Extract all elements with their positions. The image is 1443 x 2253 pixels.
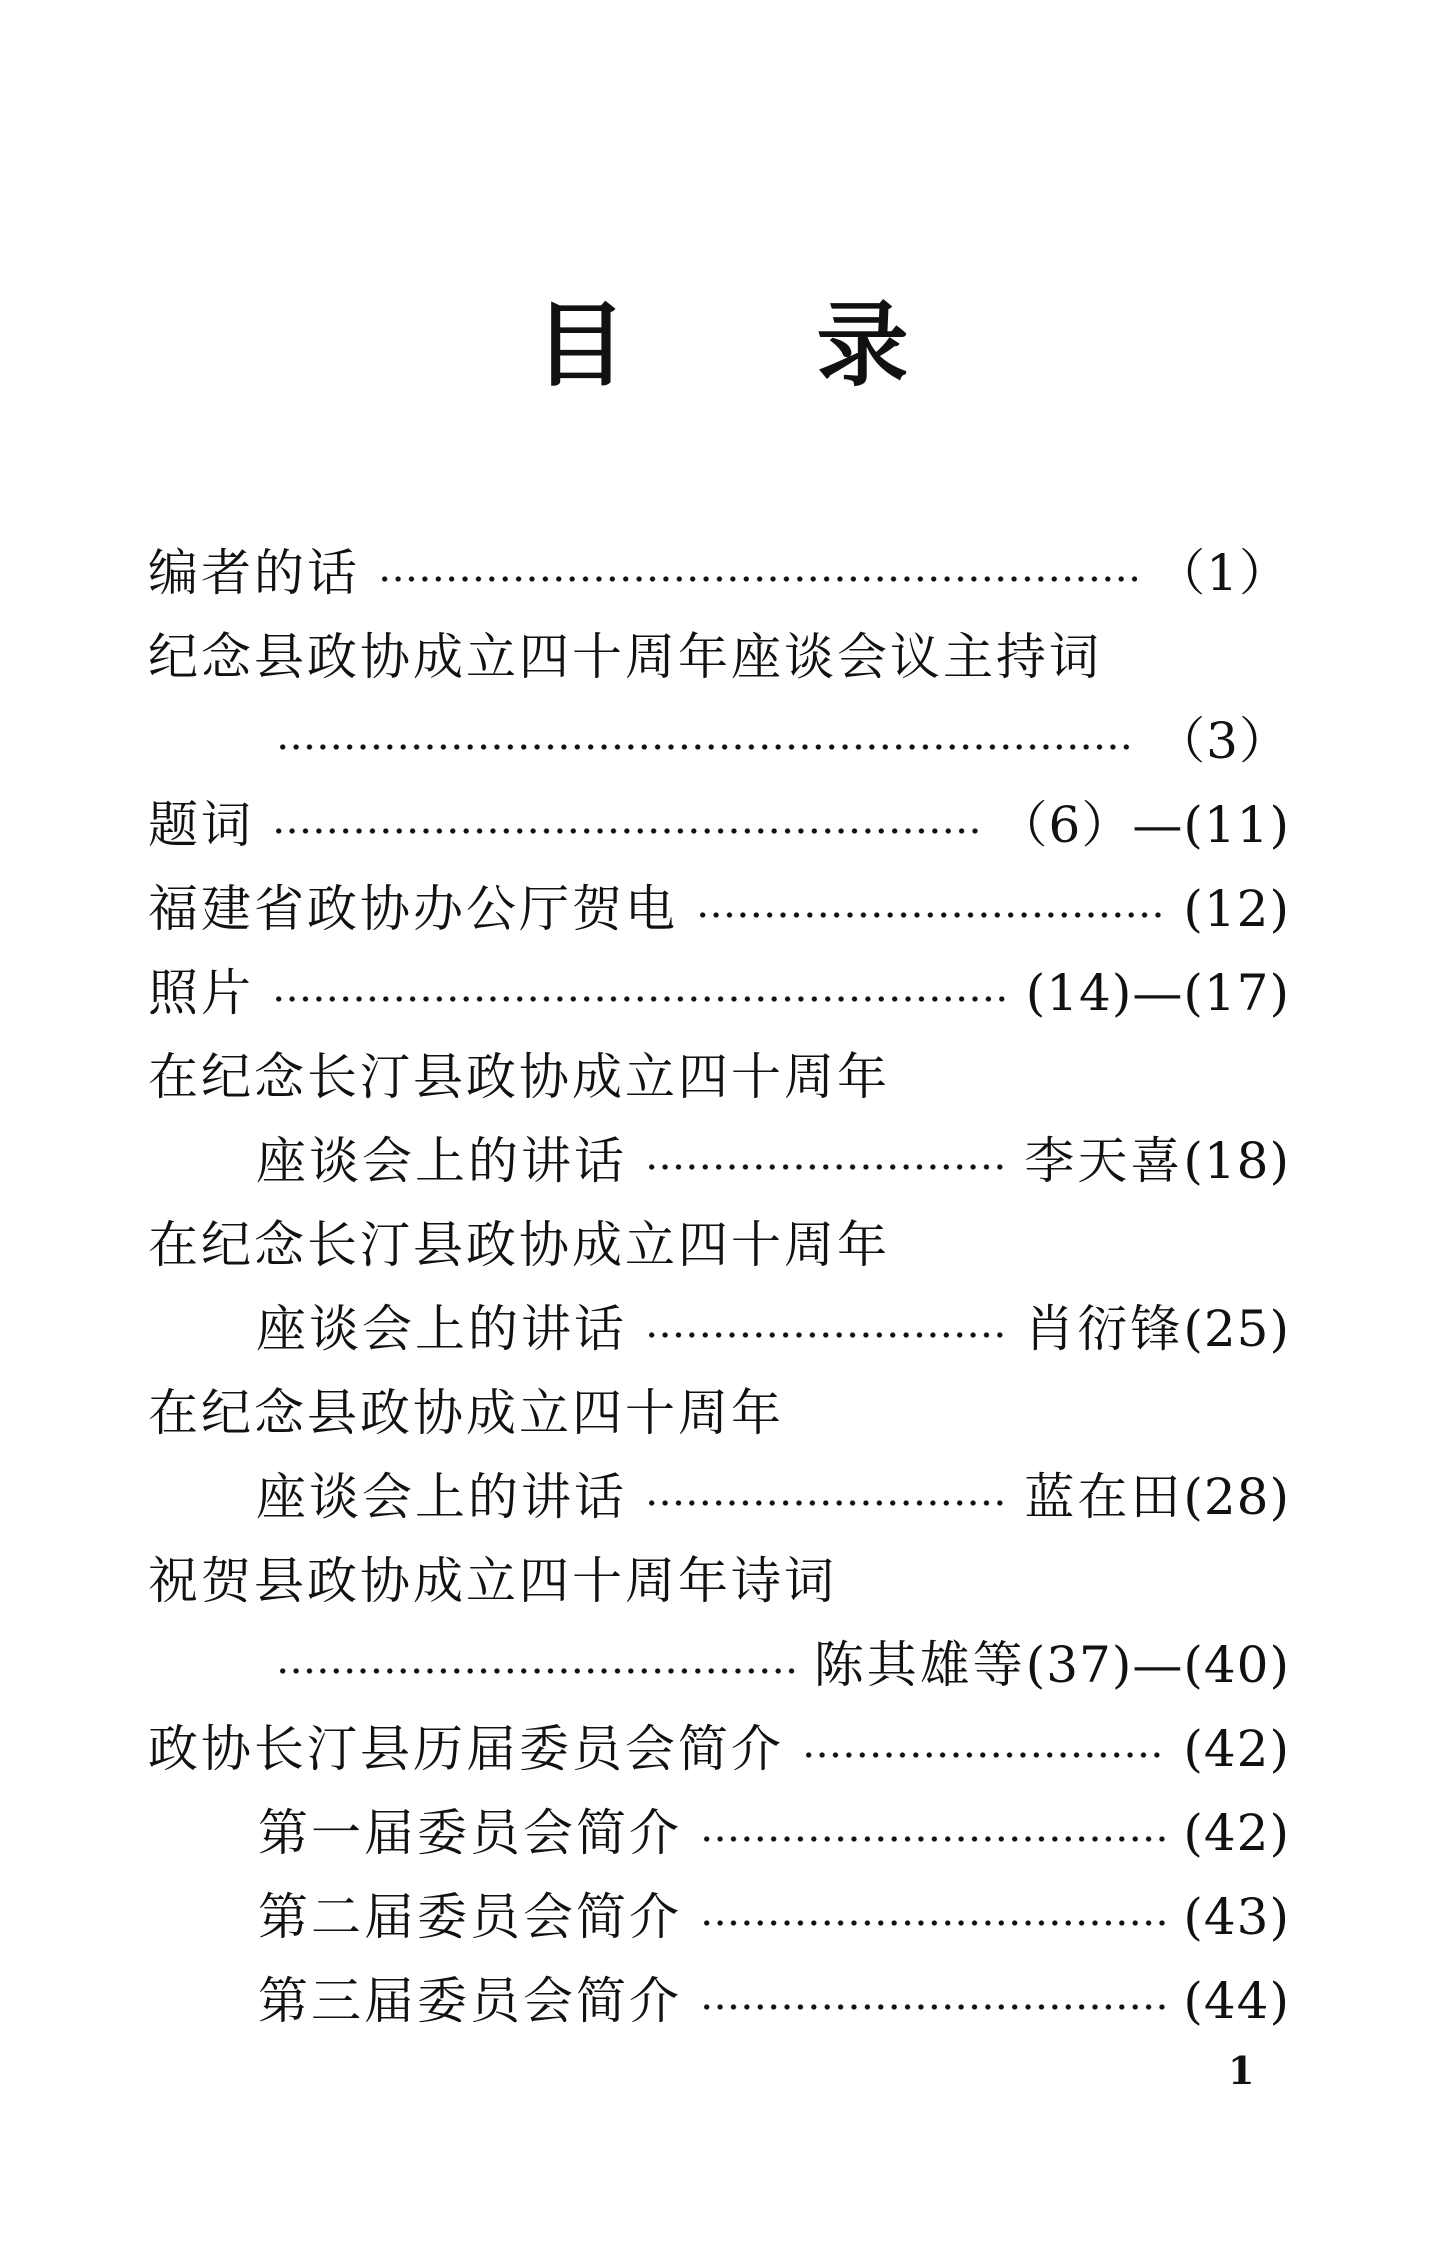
toc-entry-label: 在纪念长汀县政协成立四十周年 <box>148 1216 890 1274</box>
toc-entry[interactable] <box>256 1294 1290 1364</box>
toc-entry-page: (42) <box>1183 1720 1290 1778</box>
dot-leader <box>700 1920 1165 1926</box>
dot-leader <box>645 1164 1006 1170</box>
toc-entry[interactable] <box>148 622 1102 692</box>
toc-entry-page: （3） <box>1155 712 1290 770</box>
toc-entry-continuation[interactable] <box>276 1630 1290 1700</box>
toc-entry-continuation[interactable] <box>276 706 1290 776</box>
toc-entry-page: (44) <box>1183 1972 1290 2030</box>
toc-entry-label: 在纪念长汀县政协成立四十周年 <box>148 1048 890 1106</box>
toc-entry[interactable] <box>148 1714 1290 1784</box>
toc-entry-label: 第二届委员会简介 <box>258 1888 682 1946</box>
toc-entry-label: 座谈会上的讲话 <box>256 1468 627 1526</box>
toc-entry[interactable] <box>148 538 1290 608</box>
toc-entry-page: (14)—(17) <box>1025 964 1290 1022</box>
toc-entry-author: 李天喜 <box>1024 1132 1184 1190</box>
toc-entry[interactable] <box>148 1210 890 1280</box>
toc-entry-author: 肖衍锋 <box>1024 1300 1184 1358</box>
toc-entry-page: (37)—(40) <box>1025 1636 1290 1694</box>
toc-entry-label: 题词 <box>148 796 254 854</box>
toc-entry[interactable] <box>256 1126 1290 1196</box>
page-number: 1 <box>1228 2048 1255 2093</box>
toc-entry[interactable] <box>256 1462 1290 1532</box>
toc-entry-author: 陈其雄等 <box>813 1636 1026 1694</box>
toc-entry[interactable] <box>148 1546 837 1616</box>
toc-entry-author: 蓝在田 <box>1024 1468 1184 1526</box>
toc-entry-page: (42) <box>1183 1804 1290 1862</box>
toc-entry-label: 在纪念县政协成立四十周年 <box>148 1384 784 1442</box>
dot-leader <box>276 744 1137 750</box>
toc-subentry[interactable] <box>258 1798 1290 1868</box>
dot-leader <box>700 2004 1165 2010</box>
toc-subentry[interactable] <box>258 1882 1290 1952</box>
toc-entry[interactable] <box>148 1378 784 1448</box>
toc-entry-page: (43) <box>1183 1888 1290 1946</box>
dot-leader <box>802 1752 1165 1758</box>
toc-entry-page: （1） <box>1155 544 1290 602</box>
toc-entry-label: 照片 <box>148 964 254 1022</box>
toc-entry-page: (12) <box>1183 880 1290 938</box>
dot-leader <box>272 828 980 834</box>
dot-leader <box>272 996 1008 1002</box>
toc-entry-label: 政协长汀县历届委员会简介 <box>148 1720 784 1778</box>
toc-entry-label: 福建省政协办公厅贺电 <box>148 880 678 938</box>
toc-entry[interactable] <box>148 1042 890 1112</box>
toc-entry-label: 祝贺县政协成立四十周年诗词 <box>148 1552 837 1610</box>
toc-entry[interactable] <box>148 958 1290 1028</box>
title-char-1: 目 <box>534 292 627 399</box>
dot-leader <box>276 1668 796 1674</box>
toc-entry-page: (28) <box>1183 1468 1290 1526</box>
toc-subentry[interactable] <box>258 1966 1290 2036</box>
title-char-2: 录 <box>816 292 909 399</box>
toc-entry-page: (18) <box>1183 1132 1290 1190</box>
toc-entry-page: （6）—(11) <box>997 796 1290 854</box>
toc-entry-label: 座谈会上的讲话 <box>256 1300 627 1358</box>
dot-leader <box>645 1500 1006 1506</box>
toc-entry-label: 纪念县政协成立四十周年座谈会议主持词 <box>148 628 1102 686</box>
toc-entry[interactable] <box>148 874 1290 944</box>
toc-entry-label: 第三届委员会简介 <box>258 1972 682 2030</box>
toc-entry[interactable] <box>148 790 1290 860</box>
dot-leader <box>378 576 1137 582</box>
toc-entry-label: 编者的话 <box>148 544 360 602</box>
dot-leader <box>645 1332 1006 1338</box>
dot-leader <box>700 1836 1165 1842</box>
dot-leader <box>696 912 1165 918</box>
page-title <box>0 292 1443 399</box>
toc-entry-page: (25) <box>1183 1300 1290 1358</box>
toc-entry-label: 第一届委员会简介 <box>258 1804 682 1862</box>
toc-entry-label: 座谈会上的讲话 <box>256 1132 627 1190</box>
